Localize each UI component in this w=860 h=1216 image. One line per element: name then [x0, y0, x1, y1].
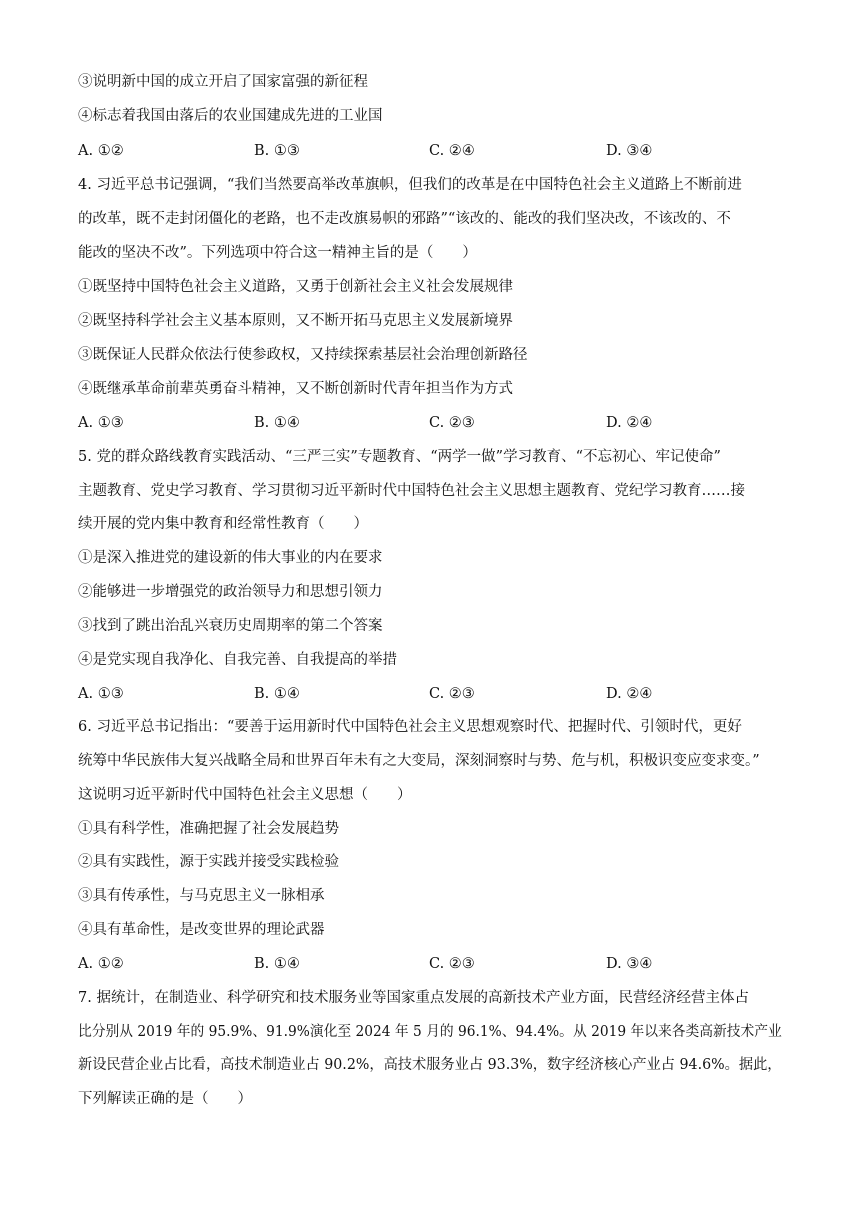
q3-option-d[interactable]: D. ③④ — [606, 143, 653, 159]
q5-statement-2: ②能够进一步增强党的政治领导力和思想引领力 — [78, 584, 383, 600]
q3-statement-4: ④标志着我国由落后的农业国建成先进的工业国 — [78, 108, 383, 124]
q5-option-d[interactable]: D. ②④ — [606, 686, 653, 702]
q4-stem-line-1: 4. 习近平总书记强调，“我们当然要高举改革旗帜，但我们的改革是在中国特色社会主义道路上不断前进 — [78, 177, 742, 193]
q4-statement-1: ①既坚持中国特色社会主义道路，又勇于创新社会主义社会发展规律 — [78, 279, 513, 295]
q4-stem-line-3: 能改的坚决不改”。下列选项中符合这一精神主旨的是（ ） — [78, 245, 477, 261]
q4-statement-4: ④既继承革命前辈英勇奋斗精神，又不断创新时代青年担当作为方式 — [78, 381, 513, 397]
q6-option-a[interactable]: A. ①② — [78, 956, 124, 972]
q6-stem-line-3: 这说明习近平新时代中国特色社会主义思想（ ） — [78, 787, 412, 803]
q5-stem-line-1: 5. 党的群众路线教育实践活动、“三严三实”专题教育、“两学一做”学习教育、“不忘初心、牢记使命” — [78, 449, 721, 465]
q3-option-a[interactable]: A. ①② — [78, 143, 124, 159]
q7-stem-line-4: 下列解读正确的是（ ） — [78, 1091, 252, 1107]
q6-options — [78, 954, 778, 974]
q3-options — [78, 141, 778, 161]
q6-option-c[interactable]: C. ②③ — [429, 956, 475, 972]
q5-statement-4: ④是党实现自我净化、自我完善、自我提高的举措 — [78, 652, 397, 668]
q5-options — [78, 684, 778, 704]
q7-stem-line-1: 7. 据统计，在制造业、科学研究和技术服务业等国家重点发展的高新技术产业方面，民营经济经营主体占 — [78, 990, 749, 1006]
q4-stem-line-2: 的改革，既不走封闭僵化的老路，也不走改旗易帜的邪路”“该改的、能改的我们坚决改，不该改的、不 — [78, 211, 731, 227]
q7-stem-line-3: 新设民营企业占比看，高技术制造业占 90.2%，高技术服务业占 93.3%，数字经济核心产业占 94.6%。据此， — [78, 1057, 782, 1073]
q6-stem-line-2: 统筹中华民族伟大复兴战略全局和世界百年未有之大变局，深刻洞察时与势、危与机，积极识变应变求变。” — [78, 753, 760, 769]
q5-stem-line-3: 续开展的党内集中教育和经常性教育（ ） — [78, 516, 368, 532]
q5-option-c[interactable]: C. ②③ — [429, 686, 475, 702]
q6-statement-2: ②具有实践性，源于实践并接受实践检验 — [78, 854, 339, 870]
q5-stem-line-2: 主题教育、党史学习教育、学习贯彻习近平新时代中国特色社会主义思想主题教育、党纪学习教育……接 — [78, 483, 745, 499]
q5-statement-3: ③找到了跳出治乱兴衰历史周期率的第二个答案 — [78, 618, 383, 634]
q4-statement-2: ②既坚持科学社会主义基本原则，又不断开拓马克思主义发展新境界 — [78, 313, 513, 329]
q4-option-a[interactable]: A. ①③ — [78, 415, 124, 431]
q6-statement-3: ③具有传承性，与马克思主义一脉相承 — [78, 888, 325, 904]
q5-option-b[interactable]: B. ①④ — [254, 686, 300, 702]
q6-stem-line-1: 6. 习近平总书记指出：“要善于运用新时代中国特色社会主义思想观察时代、把握时代、引领时代，更好 — [78, 719, 742, 735]
q4-options — [78, 413, 778, 433]
q6-option-b[interactable]: B. ①④ — [254, 956, 300, 972]
q5-option-a[interactable]: A. ①③ — [78, 686, 124, 702]
q4-option-c[interactable]: C. ②③ — [429, 415, 475, 431]
q3-option-b[interactable]: B. ①③ — [254, 143, 300, 159]
q4-statement-3: ③既保证人民群众依法行使参政权，又持续探索基层社会治理创新路径 — [78, 347, 528, 363]
q3-option-c[interactable]: C. ②④ — [429, 143, 475, 159]
q4-option-d[interactable]: D. ②④ — [606, 415, 653, 431]
q5-statement-1: ①是深入推进党的建设新的伟大事业的内在要求 — [78, 550, 383, 566]
q6-option-d[interactable]: D. ③④ — [606, 956, 653, 972]
q7-stem-line-2: 比分别从 2019 年的 95.9%、91.9%演化至 2024 年 5 月的 96.1%、94.4%。从 2019 年以来各类高新技术产业 — [78, 1024, 782, 1040]
q6-statement-1: ①具有科学性，准确把握了社会发展趋势 — [78, 821, 339, 837]
q3-statement-3: ③说明新中国的成立开启了国家富强的新征程 — [78, 74, 368, 90]
q6-statement-4: ④具有革命性，是改变世界的理论武器 — [78, 922, 325, 938]
q4-option-b[interactable]: B. ①④ — [254, 415, 300, 431]
